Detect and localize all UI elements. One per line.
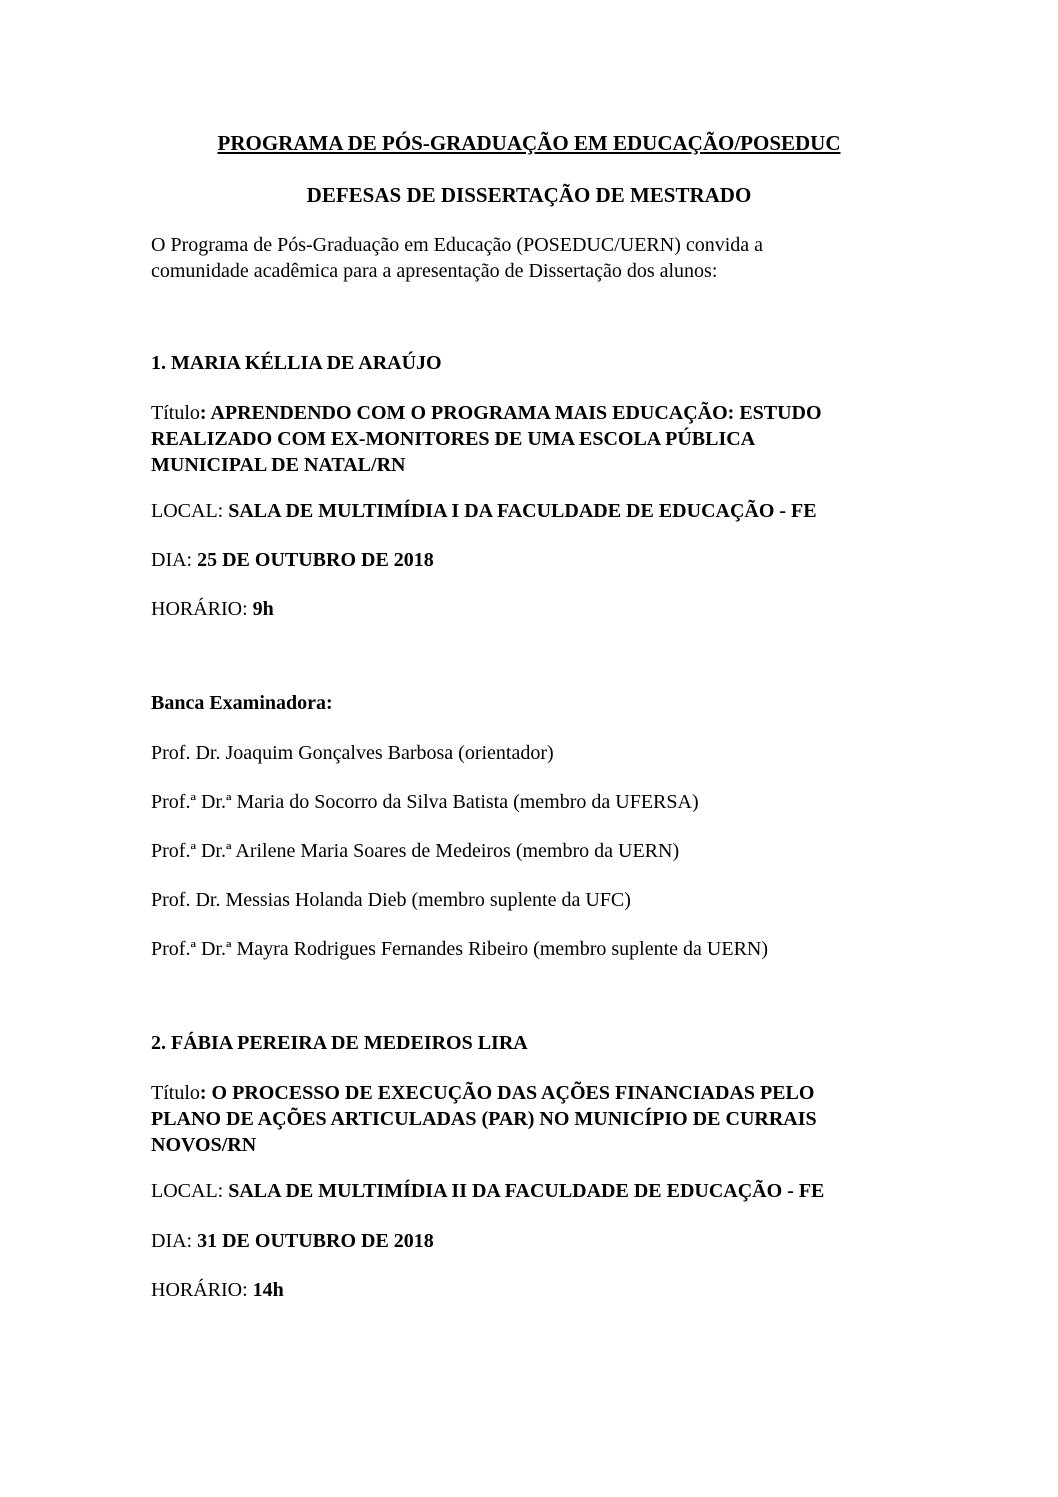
student-heading-1: 1. MARIA KÉLLIA DE ARAÚJO [151, 352, 442, 374]
board-member: Prof.ª Dr.ª Arilene Maria Soares de Medeiros (membro da UERN) [151, 840, 680, 862]
time-line-1 [151, 596, 931, 622]
day-value: 25 DE OUTUBRO DE 2018 [197, 549, 434, 571]
board-member: Prof.ª Dr.ª Maria do Socorro da Silva Batista (membro da UFERSA) [151, 791, 699, 813]
title-label: Título [151, 402, 200, 424]
intro-line-1: O Programa de Pós-Graduação em Educação (POSEDUC/UERN) convida a [151, 234, 764, 256]
thesis-title-2-line-1 [151, 1080, 931, 1106]
thesis-title-1-line-1 [151, 400, 931, 426]
program-title: PROGRAMA DE PÓS-GRADUAÇÃO EM EDUCAÇÃO/POSEDUC [217, 131, 841, 155]
local-value: SALA DE MULTIMÍDIA I DA FACULDADE DE EDUCAÇÃO - FE [228, 500, 817, 522]
day-label: DIA: [151, 549, 193, 571]
board-member: Prof. Dr. Messias Holanda Dieb (membro suplente da UFC) [151, 889, 631, 911]
title-label: Título [151, 1082, 200, 1104]
local-label: LOCAL: [151, 1180, 224, 1202]
thesis-title-text: : APRENDENDO COM O PROGRAMA MAIS EDUCAÇÃO: ESTUDO [199, 402, 822, 424]
thesis-title-2-line-3: NOVOS/RN [151, 1134, 257, 1156]
local-line-1 [151, 498, 931, 524]
local-label: LOCAL: [151, 500, 224, 522]
thesis-title-1-line-3: MUNICIPAL DE NATAL/RN [151, 454, 406, 476]
board-member: Prof.ª Dr.ª Mayra Rodrigues Fernandes Ribeiro (membro suplente da UERN) [151, 938, 769, 960]
board-heading-1: Banca Examinadora: [151, 692, 333, 714]
thesis-title-2-line-2: PLANO DE AÇÕES ARTICULADAS (PAR) NO MUNICÍPIO DE CURRAIS [151, 1108, 817, 1130]
board-member: Prof. Dr. Joaquim Gonçalves Barbosa (orientador) [151, 742, 554, 764]
time-line-2 [151, 1277, 931, 1303]
day-line-1 [151, 547, 931, 573]
time-value: 14h [252, 1279, 284, 1301]
thesis-title-1-line-2: REALIZADO COM EX-MONITORES DE UMA ESCOLA PÚBLICA [151, 428, 756, 450]
day-label: DIA: [151, 1230, 193, 1252]
time-label: HORÁRIO: [151, 598, 248, 620]
local-value: SALA DE MULTIMÍDIA II DA FACULDADE DE EDUCAÇÃO - FE [228, 1180, 825, 1202]
thesis-title-text: : O PROCESSO DE EXECUÇÃO DAS AÇÕES FINANCIADAS PELO [199, 1082, 815, 1104]
time-label: HORÁRIO: [151, 1279, 248, 1301]
intro-line-2: comunidade acadêmica para a apresentação de Dissertação dos alunos: [151, 260, 718, 282]
local-line-2 [151, 1178, 931, 1204]
day-line-2 [151, 1228, 931, 1254]
day-value: 31 DE OUTUBRO DE 2018 [197, 1230, 434, 1252]
document-subtitle: DEFESAS DE DISSERTAÇÃO DE MESTRADO [306, 183, 752, 207]
time-value: 9h [252, 598, 274, 620]
student-heading-2: 2. FÁBIA PEREIRA DE MEDEIROS LIRA [151, 1032, 528, 1054]
